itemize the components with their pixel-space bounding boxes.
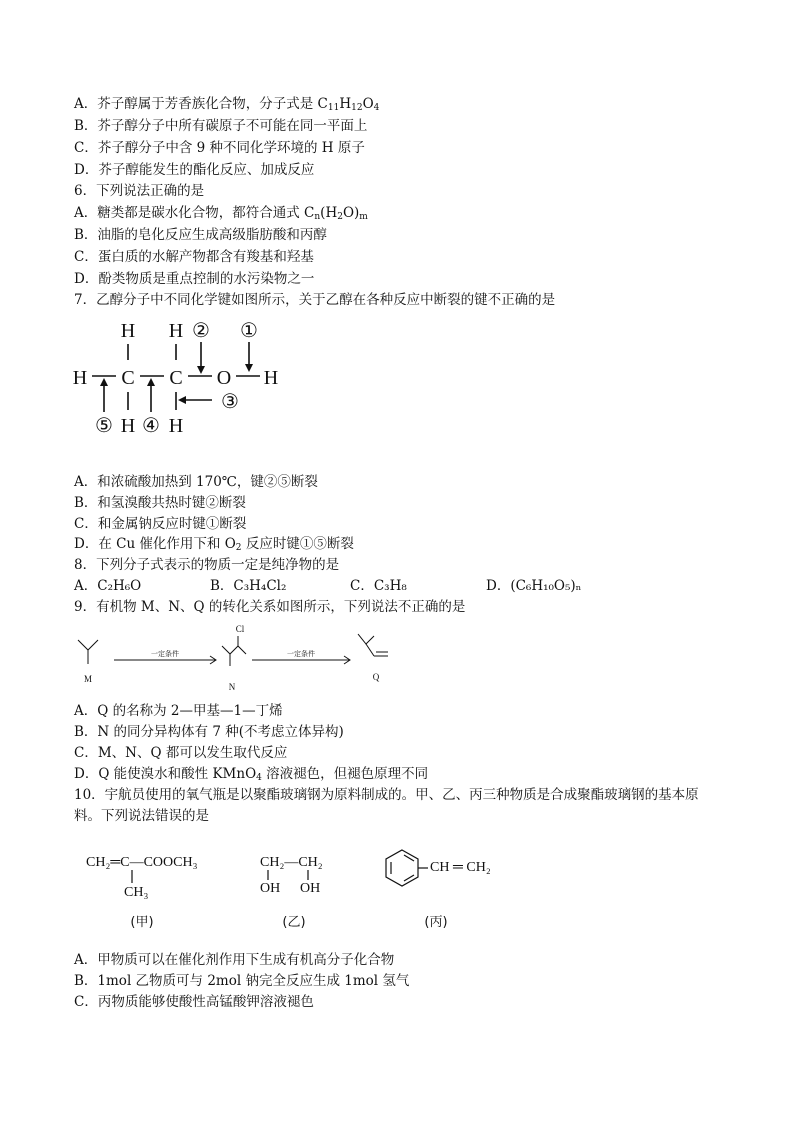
atom-o: O xyxy=(216,367,232,389)
label-jia: (甲) xyxy=(130,915,154,930)
q7-option-c: C．和金属钠反应时键①断裂 xyxy=(74,516,247,532)
q8-options xyxy=(74,577,582,595)
label-bond-2: ② xyxy=(192,320,210,342)
q5-option-c: C．芥子醇分子中含 9 种不同化学环境的 H 原子 xyxy=(74,140,365,156)
molecule-q xyxy=(358,634,374,644)
q6-option-c: C．蛋白质的水解产物都含有羧基和羟基 xyxy=(74,249,314,265)
atom-h-top-2: H xyxy=(168,320,184,342)
atom-h-right: H xyxy=(263,367,279,389)
q6-option-b: B．油脂的皂化反应生成高级脂肪酸和丙醇 xyxy=(74,227,327,243)
yi-oh-1: OH xyxy=(260,881,281,896)
q10-stem-line1: 10．宇航员使用的氧气瓶是以聚酯玻璃钢为原料制成的。甲、乙、丙三种物质是合成聚酯玻璃钢的基本原 xyxy=(74,787,699,803)
q5-option-b: B．芥子醇分子中所有碳原子不可能在同一平面上 xyxy=(74,118,368,134)
q7-stem: 7．乙醇分子中不同化学键如图所示，关于乙醇在各种反应中断裂的键不正确的是 xyxy=(74,292,556,308)
label-bond-4: ④ xyxy=(142,415,160,437)
atom-c1: C xyxy=(121,367,135,389)
label-cl: Cl xyxy=(235,624,245,634)
molecule-m xyxy=(78,640,98,650)
q8-option-c: C．C₃H₈ xyxy=(350,578,407,594)
q8-option-b: B．C₃H₄Cl₂ xyxy=(210,578,287,594)
q10-option-c: C．丙物质能够使酸性高锰酸钾溶液褪色 xyxy=(74,994,314,1010)
yi-chain: CH₂—CH₂ xyxy=(260,855,323,870)
label-bond-5: ⑤ xyxy=(95,415,113,437)
q9-option-a: A．Q 的名称为 2—甲基—1—丁烯 xyxy=(74,703,283,719)
label-bond-1: ① xyxy=(240,320,258,342)
label-q: Q xyxy=(372,672,380,682)
condition-2: 一定条件 xyxy=(287,650,315,658)
q9-option-d: D．Q 能使溴水和酸性 KMnO$_4$ 溶液褪色，但褪色原理不同 xyxy=(74,766,429,783)
atom-h-left: H xyxy=(72,367,88,389)
q6-stem: 6．下列说法正确的是 xyxy=(74,183,205,199)
q10-option-b: B．1mol 乙物质可与 2mol 钠完全反应生成 1mol 氢气 xyxy=(74,973,410,989)
q9-option-b: B．N 的同分异构体有 7 种(不考虑立体异构) xyxy=(74,724,344,740)
q6-option-a: A．糖类都是碳水化合物，都符合通式 $C_n(H_2O)_m$ xyxy=(74,205,368,222)
label-bing: (丙) xyxy=(424,915,448,930)
polyester-monomers-diagram xyxy=(80,840,510,935)
atom-h-bottom-1: H xyxy=(120,415,136,437)
q9-option-c: C．M、N、Q 都可以发生取代反应 xyxy=(74,745,288,761)
condition-1: 一定条件 xyxy=(151,650,179,658)
atom-c2: C xyxy=(169,367,183,389)
ethanol-bond-diagram xyxy=(64,312,304,442)
atom-h-bottom-2: H xyxy=(168,415,184,437)
atom-h-top-1: H xyxy=(120,320,136,342)
q8-stem: 8．下列分子式表示的物质一定是纯净物的是 xyxy=(74,557,340,573)
label-yi: (乙) xyxy=(282,915,306,930)
q7-option-b: B．和氢溴酸共热时键②断裂 xyxy=(74,495,246,511)
mnq-conversion-diagram xyxy=(70,620,420,692)
q5-option-a: A．芥子醇属于芳香族化合物，分子式是 $C_{11}H_{12}O_4$ xyxy=(74,96,380,113)
yi-oh-2: OH xyxy=(300,881,321,896)
q10-stem-line2: 料。下列说法错误的是 xyxy=(74,808,209,824)
label-n: N xyxy=(228,682,236,692)
q10-option-a: A．甲物质可以在催化剂作用下生成有机高分子化合物 xyxy=(74,952,395,968)
label-bond-3: ③ xyxy=(221,391,239,413)
molecule-n xyxy=(222,646,246,654)
jia-main-chain: CH₂═C—COOCH₃ xyxy=(86,855,198,870)
q7-option-a: A．和浓硫酸加热到 170℃，键②⑤断裂 xyxy=(74,474,318,490)
q7-option-d: D．在 Cu 催化作用下和 $O_2$ 反应时键①⑤断裂 xyxy=(74,536,354,553)
q9-stem: 9．有机物 M、N、Q 的转化关系如图所示，下列说法不正确的是 xyxy=(74,599,466,615)
q8-option-a: A．C₂H₆O xyxy=(74,578,142,594)
q5-option-d: D．芥子醇能发生的酯化反应、加成反应 xyxy=(74,162,315,178)
q6-option-d: D．酚类物质是重点控制的水污染物之一 xyxy=(74,271,315,287)
label-m: M xyxy=(83,674,93,684)
jia-branch: CH₃ xyxy=(124,885,149,900)
bing-chain: CH ═ CH₂ xyxy=(430,860,491,875)
q8-option-d: D．(C₆H₁₀O₅)ₙ xyxy=(486,578,582,594)
